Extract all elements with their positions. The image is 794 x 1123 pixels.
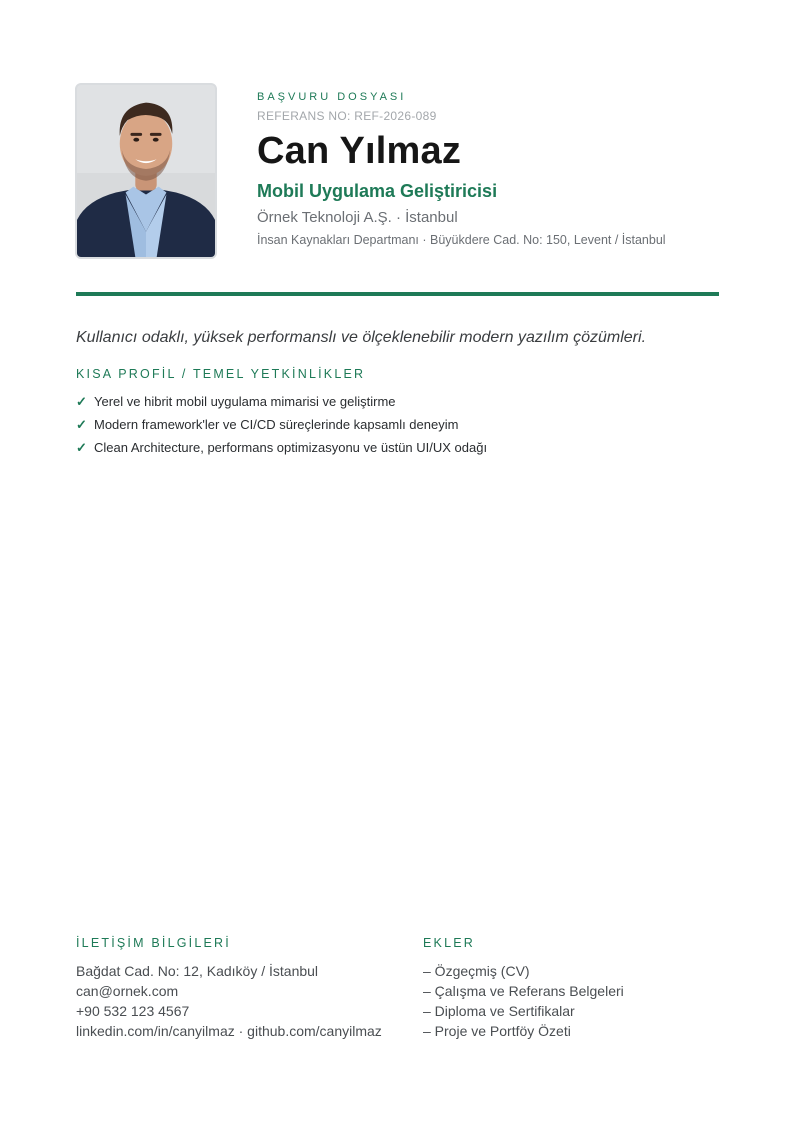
competency-text: Yerel ve hibrit mobil uygulama mimarisi ve geliştirme: [94, 394, 396, 409]
portrait-image: [77, 85, 215, 257]
list-item: [76, 390, 487, 413]
checkmark-icon: ✓: [76, 416, 87, 432]
profile-tagline: Kullanıcı odaklı, yüksek performanslı ve ölçeklenebilir modern yazılım çözümleri.: [76, 329, 647, 346]
list-item: [76, 413, 487, 436]
header: [257, 90, 727, 248]
contact-address: Bağdat Cad. No: 12, Kadıköy / İstanbul: [76, 963, 319, 979]
attachments-list: [423, 961, 723, 1041]
list-item: – Çalışma ve Referans Belgeleri: [423, 983, 624, 999]
reference-number: REFERANS NO: REF-2026-089: [257, 109, 437, 123]
company-line: Örnek Teknoloji A.Ş. · İstanbul: [257, 209, 458, 226]
contact-section-title: İLETİŞİM BİLGİLERİ: [76, 936, 231, 950]
contact-email-link[interactable]: can@ornek.com: [76, 983, 179, 999]
list-item: – Özgeçmiş (CV): [423, 963, 530, 979]
applicant-role: Mobil Uygulama Geliştiricisi: [257, 181, 498, 201]
applicant-name: Can Yılmaz: [257, 130, 462, 172]
attachments-section: [423, 935, 723, 1041]
profile-photo: [75, 83, 217, 259]
list-item: [76, 436, 487, 459]
profile-section-title: KISA PROFİL / TEMEL YETKİNLİKLER: [76, 367, 366, 381]
contact-profile-links[interactable]: linkedin.com/in/canyilmaz · github.com/canyilmaz: [76, 1023, 382, 1039]
contact-list: [76, 961, 406, 1041]
list-item: – Diploma ve Sertifikalar: [423, 1003, 575, 1019]
competency-text: Clean Architecture, performans optimizasyonu ve üstün UI/UX odağı: [94, 440, 488, 455]
list-item: – Proje ve Portföy Özeti: [423, 1023, 571, 1039]
competency-list: [76, 390, 487, 459]
company-address: İnsan Kaynakları Departmanı · Büyükdere Cad. No: 150, Levent / İstanbul: [257, 233, 666, 247]
checkmark-icon: ✓: [76, 393, 87, 409]
contact-phone: +90 532 123 4567: [76, 1003, 190, 1019]
checkmark-icon: ✓: [76, 439, 87, 455]
contact-section: [76, 935, 406, 1041]
header-divider: [76, 292, 719, 296]
competency-text: Modern framework'ler ve CI/CD süreçlerinde kapsamlı deneyim: [94, 417, 459, 432]
document-type-label: BAŞVURU DOSYASI: [257, 91, 407, 103]
attachments-section-title: EKLER: [423, 936, 475, 950]
